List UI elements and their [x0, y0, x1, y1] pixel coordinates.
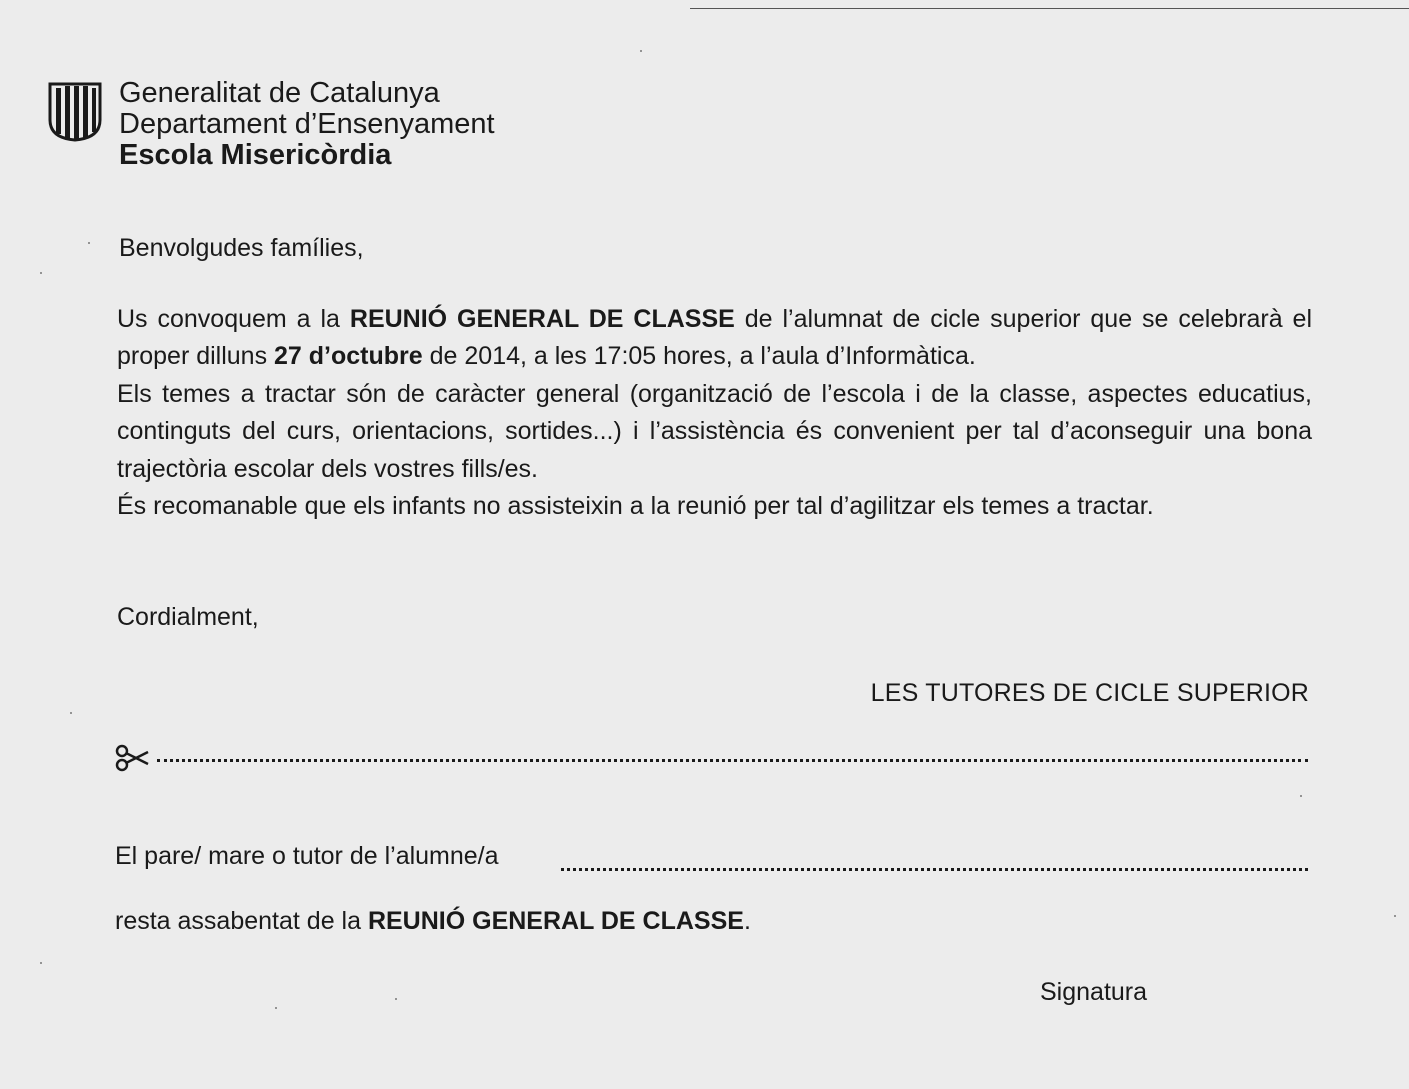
generalitat-stripes-icon	[46, 80, 104, 142]
paragraph-recommendation: És recomanable que els infants no assisteixin a la reunió per tal d’agilitzar els temes a tractar.	[117, 492, 1154, 521]
letterhead-department: Departament d’Ensenyament	[119, 108, 495, 140]
parent-name-dotted-line[interactable]	[561, 868, 1308, 871]
scan-speck	[1300, 795, 1302, 797]
scan-speck	[88, 242, 90, 244]
paragraph-meeting	[117, 301, 1312, 376]
letterhead-school: Escola Misericòrdia	[119, 139, 392, 171]
letterhead-government: Generalitat de Catalunya	[119, 77, 440, 109]
scan-speck	[395, 998, 397, 1000]
scissors-icon	[115, 740, 149, 774]
acknowledgement-text: resta assabentat de la	[115, 907, 368, 935]
letter-body	[117, 301, 1312, 525]
acknowledgement-text: .	[743, 907, 751, 935]
closing: Cordialment,	[117, 603, 259, 631]
signature-label: Signatura	[1040, 978, 1148, 1006]
scan-speck	[70, 712, 72, 714]
paragraph-topics: Els temes a tractar són de caràcter general (organització de l’escola i de la classe, aspectes educatius, continguts del curs, orientacions, sortides...) i l’assistència és convenient per tal d’aconseguir una bona trajectòria escolar dels vostres fills/es.	[117, 379, 1312, 483]
cut-line	[115, 740, 1308, 774]
salutation: Benvolgudes famílies,	[119, 234, 364, 262]
paragraph-meeting-text: Us convoquem a la	[117, 305, 350, 333]
scan-speck	[640, 50, 642, 52]
parent-name-field[interactable]	[115, 840, 1308, 876]
meeting-name: REUNIÓ GENERAL DE CLASSE	[349, 305, 735, 333]
scan-edge-line	[690, 8, 1409, 9]
scan-speck	[1394, 915, 1396, 917]
signoff: LES TUTORES DE CICLE SUPERIOR	[870, 679, 1309, 707]
acknowledgement	[115, 907, 751, 936]
meeting-date: 27 d’octubre	[274, 342, 423, 371]
scan-speck	[40, 962, 42, 964]
parent-name-label: El pare/ mare o tutor de l’alumne/a	[115, 842, 499, 870]
letterhead	[119, 78, 495, 171]
cut-dotted-line	[157, 759, 1308, 762]
acknowledgement-meeting-name: REUNIÓ GENERAL DE CLASSE	[367, 907, 744, 935]
paragraph-meeting-text: de l’alumnat de cicle superior que se celebrarà el proper dilluns	[117, 305, 1312, 371]
scan-speck	[275, 1007, 277, 1009]
paragraph-meeting-text: de 2014, a les 17:05 hores, a l’aula d’Informàtica.	[422, 342, 976, 371]
scan-speck	[40, 272, 42, 274]
